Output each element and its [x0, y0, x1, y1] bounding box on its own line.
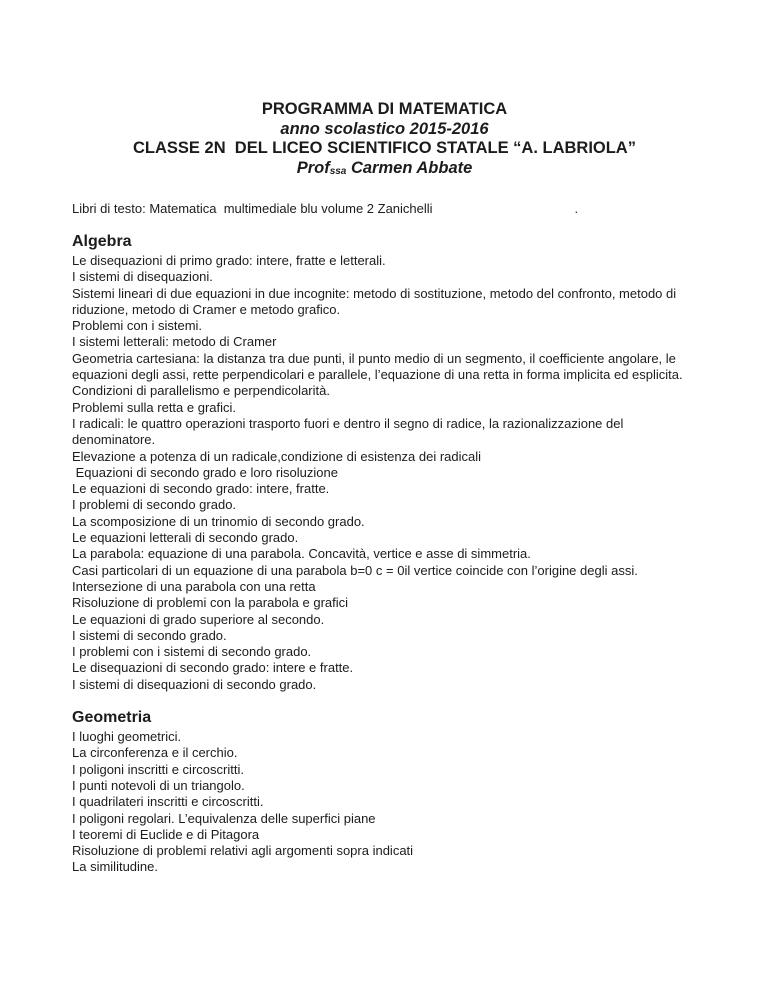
program-line: Problemi con i sistemi. [72, 318, 203, 334]
program-line: I sistemi di disequazioni di secondo grado. [72, 676, 317, 692]
prof-name: Carmen Abbate [346, 158, 473, 177]
section-geometria [72, 708, 697, 876]
program-line: Problemi sulla retta e grafici. [72, 399, 237, 415]
section-algebra [72, 232, 697, 693]
program-line: Sistemi lineari di due equazioni in due incognite: metodo di sostituzione, metodo del confronto, metodo di riduzione, metodo di Cramer e metodo grafico. [72, 285, 680, 317]
program-line: I teoremi di Euclide e di Pitagora [72, 826, 260, 842]
program-line: I radicali: le quattro operazioni trasporto fuori e dentro il segno di radice, la razionalizzazione del denominatore. [72, 415, 627, 448]
program-line: La scomposizione di un trinomio di secondo grado. [72, 513, 365, 529]
document-header [72, 100, 697, 180]
program-line: I quadrilateri inscritti e circoscritti. [72, 794, 264, 810]
doc-title: PROGRAMMA DI MATEMATICA [261, 100, 508, 118]
program-line: Condizioni di parallelismo e perpendicolarità. [72, 383, 330, 399]
prof-prefix: Prof [296, 158, 330, 177]
program-line: I poligoni regolari. L’equivalenza delle superfici piane [72, 810, 376, 826]
doc-class-line: CLASSE 2N DEL LICEO SCIENTIFICO STATALE “A. LABRIOLA” [133, 139, 636, 157]
section-heading-algebra: Algebra [72, 233, 132, 250]
doc-school-year: anno scolastico 2015-2016 [280, 119, 489, 138]
section-body-algebra [72, 253, 697, 693]
program-line: I punti notevoli di un triangolo. [72, 777, 245, 793]
program-line: I problemi con i sistemi di secondo grado. [72, 644, 312, 660]
program-line: I poligoni inscritti e circoscritti. [72, 761, 244, 777]
program-line: La circonferenza e il cerchio. [72, 745, 238, 761]
program-line: I sistemi di disequazioni. [72, 269, 213, 285]
section-body-geometria [72, 729, 697, 876]
textbook-line [72, 201, 697, 217]
program-line: I luoghi geometrici. [72, 729, 182, 745]
program-line: Le disequazioni di primo grado: intere, fratte e letterali. [72, 253, 386, 268]
program-line: Risoluzione di problemi relativi agli argomenti sopra indicati [72, 843, 414, 859]
program-line: I sistemi di secondo grado. [72, 627, 227, 643]
program-line: Le equazioni di grado superiore al secondo. [72, 611, 325, 627]
program-line: Elevazione a potenza di un radicale,condizione di esistenza dei radicali [72, 448, 482, 464]
program-line: Le equazioni di secondo grado: intere, fratte. [72, 481, 330, 497]
section-heading-geometria: Geometria [72, 709, 152, 727]
program-line: Equazioni di secondo grado e loro risoluzione [72, 464, 338, 480]
doc-professor-line [72, 159, 697, 181]
program-line: I problemi di secondo grado. [72, 497, 237, 513]
program-line: La parabola: equazione di una parabola. Concavità, vertice e asse di simmetria. [72, 546, 531, 562]
program-line: Le disequazioni di secondo grado: intere e fratte. [72, 660, 354, 676]
textbook-text: Libri di testo: Matematica multimediale blu volume 2 Zanichelli [72, 201, 433, 216]
textbook-trailing-dot: . [574, 201, 579, 216]
program-line: Casi particolari di un equazione di una parabola b=0 c = 0il vertice coincide con l’origine degli assi. Intersezione di una parabola con una retta [72, 562, 642, 594]
prof-suffix-sub: ssa [329, 165, 347, 177]
program-line: Le equazioni letterali di secondo grado. [72, 530, 299, 546]
program-line: Risoluzione di problemi con la parabola e grafici [72, 595, 349, 611]
program-line: I sistemi letterali: metodo di Cramer [72, 334, 277, 350]
program-line: La similitudine. [72, 859, 158, 875]
program-line: Geometria cartesiana: la distanza tra due punti, il punto medio di un segmento, il coefficiente angolare, le equazioni degli assi, rette perpendicolari e parallele, l’equazione di una retta in forma implicita ed esplicita. [72, 350, 683, 383]
